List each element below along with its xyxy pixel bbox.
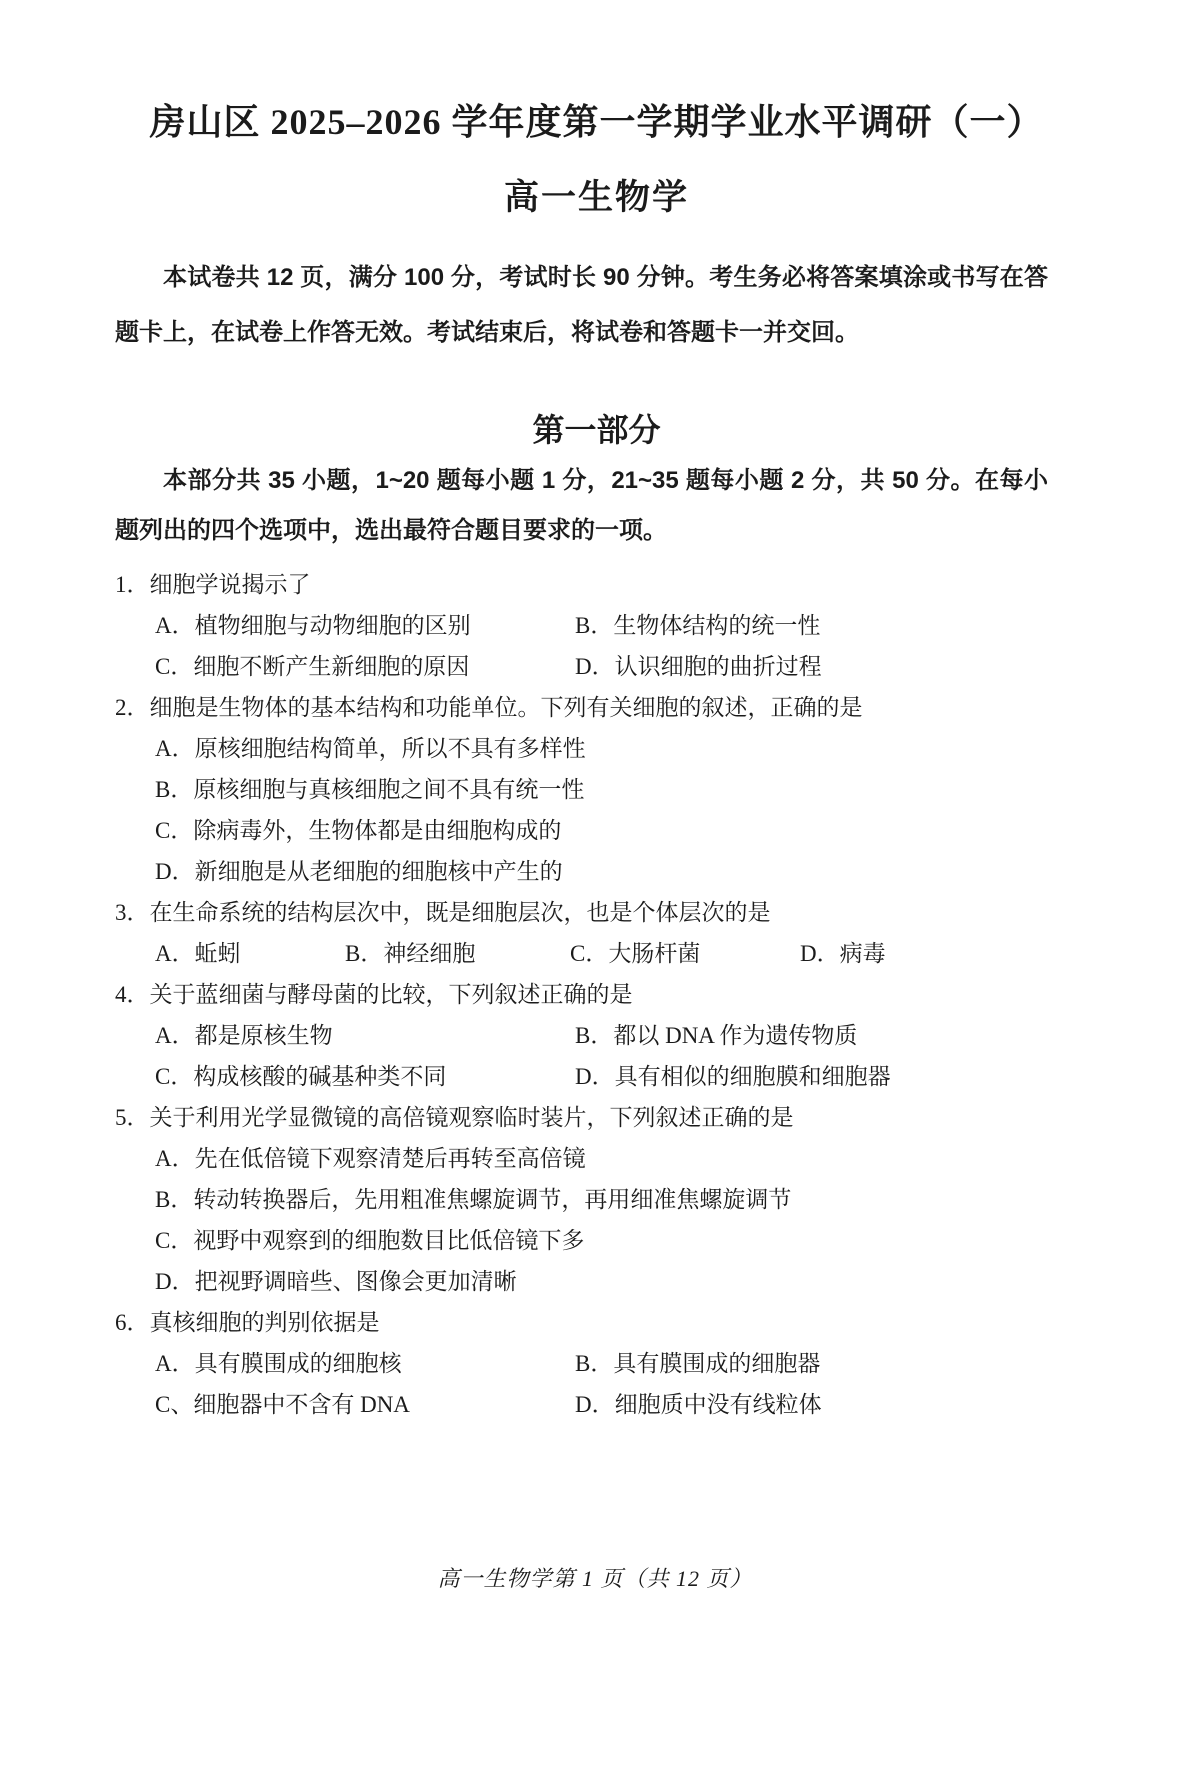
option: C．大肠杆菌 — [570, 941, 701, 966]
question-6 — [115, 1302, 1078, 1425]
question-text: 细胞学说揭示了 — [149, 572, 311, 597]
option: C．除病毒外，生物体都是由细胞构成的 — [155, 818, 562, 843]
question-number: 1． — [115, 572, 150, 597]
question-number: 5． — [115, 1105, 150, 1130]
option: A．具有膜围成的细胞核 — [155, 1351, 402, 1376]
page-footer: 高一生物学第 1 页（共 12 页） — [437, 1566, 753, 1591]
options — [115, 1138, 1078, 1302]
options — [115, 605, 1078, 687]
options — [115, 933, 1078, 974]
option: B．生物体结构的统一性 — [575, 613, 821, 638]
exam-subject-title: 高一生物学 — [503, 178, 689, 217]
question-text: 在生命系统的结构层次中，既是细胞层次，也是个体层次的是 — [149, 900, 771, 925]
option: D．认识细胞的曲折过程 — [575, 654, 822, 679]
option: C．构成核酸的碱基种类不同 — [155, 1064, 447, 1089]
question-text: 关于利用光学显微镜的高倍镜观察临时装片，下列叙述正确的是 — [149, 1105, 794, 1130]
option: B．原核细胞与真核细胞之间不具有统一性 — [155, 777, 585, 802]
question-number: 3． — [115, 900, 150, 925]
option: A．植物细胞与动物细胞的区别 — [155, 613, 471, 638]
question-stem — [115, 1097, 1078, 1138]
option: D．细胞质中没有线粒体 — [575, 1392, 822, 1417]
exam-page — [0, 100, 1190, 1784]
option: D．病毒 — [800, 941, 886, 966]
question-stem — [115, 974, 1078, 1015]
question-stem — [115, 564, 1078, 605]
options — [115, 1015, 1078, 1097]
option: B．转动转换器后，先用粗准焦螺旋调节，再用细准焦螺旋调节 — [155, 1187, 792, 1212]
question-text: 细胞是生物体的基本结构和功能单位。下列有关细胞的叙述，正确的是 — [149, 695, 863, 720]
section-intro: 本部分共 35 小题，1~20 题每小题 1 分，21~35 题每小题 2 分，共 50 分。在每小题列出的四个选项中，选出最符合题目要求的一项。 — [115, 467, 1048, 544]
question-text: 关于蓝细菌与酵母菌的比较，下列叙述正确的是 — [149, 982, 633, 1007]
question-4 — [115, 974, 1078, 1097]
option: D．具有相似的细胞膜和细胞器 — [575, 1064, 891, 1089]
option: A．先在低倍镜下观察清楚后再转至高倍镜 — [155, 1146, 586, 1171]
exam-notice: 本试卷共 12 页，满分 100 分，考试时长 90 分钟。考生务必将答案填涂或书写在答题卡上，在试卷上作答无效。考试结束后，将试卷和答题卡一并交回。 — [115, 264, 1048, 346]
question-1 — [115, 564, 1078, 687]
option: B．神经细胞 — [345, 941, 476, 966]
question-stem — [115, 892, 1078, 933]
question-2 — [115, 687, 1078, 892]
option: C．视野中观察到的细胞数目比低倍镜下多 — [155, 1228, 585, 1253]
question-text: 真核细胞的判别依据是 — [149, 1310, 380, 1335]
question-number: 4． — [115, 982, 150, 1007]
option: D．新细胞是从老细胞的细胞核中产生的 — [155, 859, 563, 884]
question-3 — [115, 892, 1078, 974]
option: A．原核细胞结构简单，所以不具有多样性 — [155, 736, 586, 761]
question-number: 6． — [115, 1310, 150, 1335]
question-5 — [115, 1097, 1078, 1302]
question-stem — [115, 1302, 1078, 1343]
question-number: 2． — [115, 695, 150, 720]
options — [115, 728, 1078, 892]
options — [115, 1343, 1078, 1425]
questions — [115, 564, 1078, 1425]
option: A．蚯蚓 — [155, 941, 241, 966]
option: D．把视野调暗些、图像会更加清晰 — [155, 1269, 517, 1294]
option: C．细胞不断产生新细胞的原因 — [155, 654, 470, 679]
exam-title: 房山区 2025–2026 学年度第一学期学业水平调研（一） — [149, 102, 1044, 142]
option: C、细胞器中不含有 DNA — [155, 1392, 410, 1417]
option: B．都以 DNA 作为遗传物质 — [575, 1023, 858, 1048]
option: B．具有膜围成的细胞器 — [575, 1351, 821, 1376]
section-title: 第一部分 — [532, 412, 661, 448]
option: A．都是原核生物 — [155, 1023, 333, 1048]
question-stem — [115, 687, 1078, 728]
